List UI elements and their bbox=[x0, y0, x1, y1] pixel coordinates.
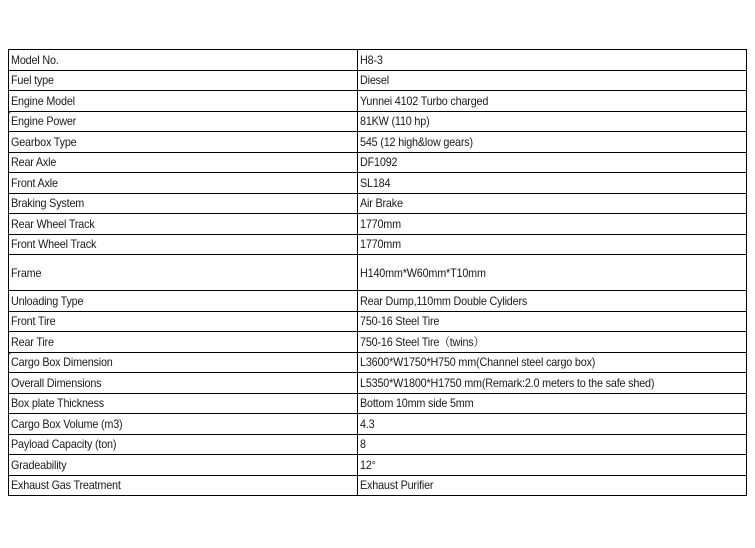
value-cell bbox=[358, 414, 747, 435]
label-cell bbox=[9, 414, 358, 435]
table-row bbox=[9, 455, 747, 476]
table-row bbox=[9, 214, 747, 235]
table-row bbox=[9, 173, 747, 194]
label-cell bbox=[9, 373, 358, 394]
label-cell bbox=[9, 291, 358, 312]
row-value-rear-wheel-track: 1770mm bbox=[360, 216, 401, 231]
value-cell bbox=[358, 352, 747, 373]
value-cell bbox=[358, 373, 747, 394]
label-cell bbox=[9, 434, 358, 455]
table-row bbox=[9, 373, 747, 394]
row-value-engine-model: Yunnei 4102 Turbo charged bbox=[360, 93, 489, 108]
label-cell bbox=[9, 193, 358, 214]
row-label-cargo-box-dimension: Cargo Box Dimension bbox=[11, 355, 113, 370]
table-row bbox=[9, 475, 747, 496]
table-row bbox=[9, 132, 747, 153]
row-value-gradeability: 12° bbox=[360, 457, 376, 472]
spec-table bbox=[8, 49, 747, 496]
table-row bbox=[9, 414, 747, 435]
value-cell bbox=[358, 455, 747, 476]
value-cell bbox=[358, 434, 747, 455]
row-label-rear-wheel-track: Rear Wheel Track bbox=[11, 216, 95, 231]
label-cell bbox=[9, 173, 358, 194]
label-cell bbox=[9, 50, 358, 71]
value-cell bbox=[358, 193, 747, 214]
row-value-fuel-type: Diesel bbox=[360, 73, 389, 88]
row-value-rear-tire: 750-16 Steel Tire（twins） bbox=[360, 334, 485, 349]
table-row bbox=[9, 234, 747, 255]
row-value-front-tire: 750-16 Steel Tire bbox=[360, 314, 440, 329]
row-value-payload-capacity: 8 bbox=[360, 437, 366, 452]
row-value-front-wheel-track: 1770mm bbox=[360, 237, 401, 252]
row-label-model-no: Model No. bbox=[11, 52, 59, 67]
row-label-box-plate-thickness: Box plate Thickness bbox=[11, 396, 105, 411]
row-value-engine-power: 81KW (110 hp) bbox=[360, 114, 430, 129]
table-row bbox=[9, 393, 747, 414]
label-cell bbox=[9, 455, 358, 476]
row-value-braking-system: Air Brake bbox=[360, 196, 403, 211]
row-label-front-wheel-track: Front Wheel Track bbox=[11, 237, 97, 252]
row-value-box-plate-thickness: Bottom 10mm side 5mm bbox=[360, 396, 474, 411]
table-row bbox=[9, 91, 747, 112]
row-value-front-axle: SL184 bbox=[360, 175, 391, 190]
row-label-front-tire: Front Tire bbox=[11, 314, 56, 329]
row-value-frame: H140mm*W60mm*T10mm bbox=[360, 265, 486, 280]
row-value-overall-dimensions: L5350*W1800*H1750 mm(Remark:2.0 meters to the safe shed) bbox=[360, 375, 655, 390]
table-row bbox=[9, 434, 747, 455]
row-label-front-axle: Front Axle bbox=[11, 175, 58, 190]
label-cell bbox=[9, 352, 358, 373]
label-cell bbox=[9, 70, 358, 91]
table-row bbox=[9, 352, 747, 373]
value-cell bbox=[358, 50, 747, 71]
row-label-rear-axle: Rear Axle bbox=[11, 155, 57, 170]
row-label-payload-capacity: Payload Capacity (ton) bbox=[11, 437, 117, 452]
row-value-cargo-box-dimension: L3600*W1750*H750 mm(Channel steel cargo box) bbox=[360, 355, 596, 370]
row-label-engine-model: Engine Model bbox=[11, 93, 75, 108]
label-cell bbox=[9, 214, 358, 235]
row-label-fuel-type: Fuel type bbox=[11, 73, 54, 88]
label-cell bbox=[9, 393, 358, 414]
label-cell bbox=[9, 91, 358, 112]
row-label-unloading-type: Unloading Type bbox=[11, 293, 84, 308]
spec-table-body bbox=[9, 50, 747, 496]
value-cell bbox=[358, 255, 747, 291]
table-row bbox=[9, 152, 747, 173]
row-label-overall-dimensions: Overall Dimensions bbox=[11, 375, 102, 390]
row-value-exhaust-gas-treatment: Exhaust Purifier bbox=[360, 478, 434, 493]
value-cell bbox=[358, 332, 747, 353]
label-cell bbox=[9, 234, 358, 255]
label-cell bbox=[9, 132, 358, 153]
value-cell bbox=[358, 132, 747, 153]
table-row bbox=[9, 50, 747, 71]
value-cell bbox=[358, 475, 747, 496]
row-value-rear-axle: DF1092 bbox=[360, 155, 398, 170]
table-row bbox=[9, 291, 747, 312]
table-row bbox=[9, 311, 747, 332]
table-row bbox=[9, 255, 747, 291]
row-label-frame: Frame bbox=[11, 265, 42, 280]
value-cell bbox=[358, 111, 747, 132]
value-cell bbox=[358, 152, 747, 173]
value-cell bbox=[358, 311, 747, 332]
row-label-braking-system: Braking System bbox=[11, 196, 85, 211]
value-cell bbox=[358, 70, 747, 91]
table-row bbox=[9, 70, 747, 91]
row-value-model-no: H8-3 bbox=[360, 52, 383, 67]
value-cell bbox=[358, 234, 747, 255]
table-row bbox=[9, 111, 747, 132]
label-cell bbox=[9, 152, 358, 173]
value-cell bbox=[358, 393, 747, 414]
row-label-cargo-box-volume: Cargo Box Volume (m3) bbox=[11, 416, 123, 431]
value-cell bbox=[358, 291, 747, 312]
row-label-gradeability: Gradeability bbox=[11, 457, 67, 472]
label-cell bbox=[9, 475, 358, 496]
row-label-gearbox-type: Gearbox Type bbox=[11, 134, 77, 149]
row-label-engine-power: Engine Power bbox=[11, 114, 77, 129]
value-cell bbox=[358, 173, 747, 194]
label-cell bbox=[9, 332, 358, 353]
value-cell bbox=[358, 214, 747, 235]
table-row bbox=[9, 193, 747, 214]
row-value-unloading-type: Rear Dump,110mm Double Cyliders bbox=[360, 293, 528, 308]
value-cell bbox=[358, 91, 747, 112]
label-cell bbox=[9, 311, 358, 332]
row-label-rear-tire: Rear Tire bbox=[11, 334, 54, 349]
label-cell bbox=[9, 255, 358, 291]
row-value-cargo-box-volume: 4.3 bbox=[360, 416, 375, 431]
table-row bbox=[9, 332, 747, 353]
row-label-exhaust-gas-treatment: Exhaust Gas Treatment bbox=[11, 478, 121, 493]
row-value-gearbox-type: 545 (12 high&low gears) bbox=[360, 134, 473, 149]
label-cell bbox=[9, 111, 358, 132]
